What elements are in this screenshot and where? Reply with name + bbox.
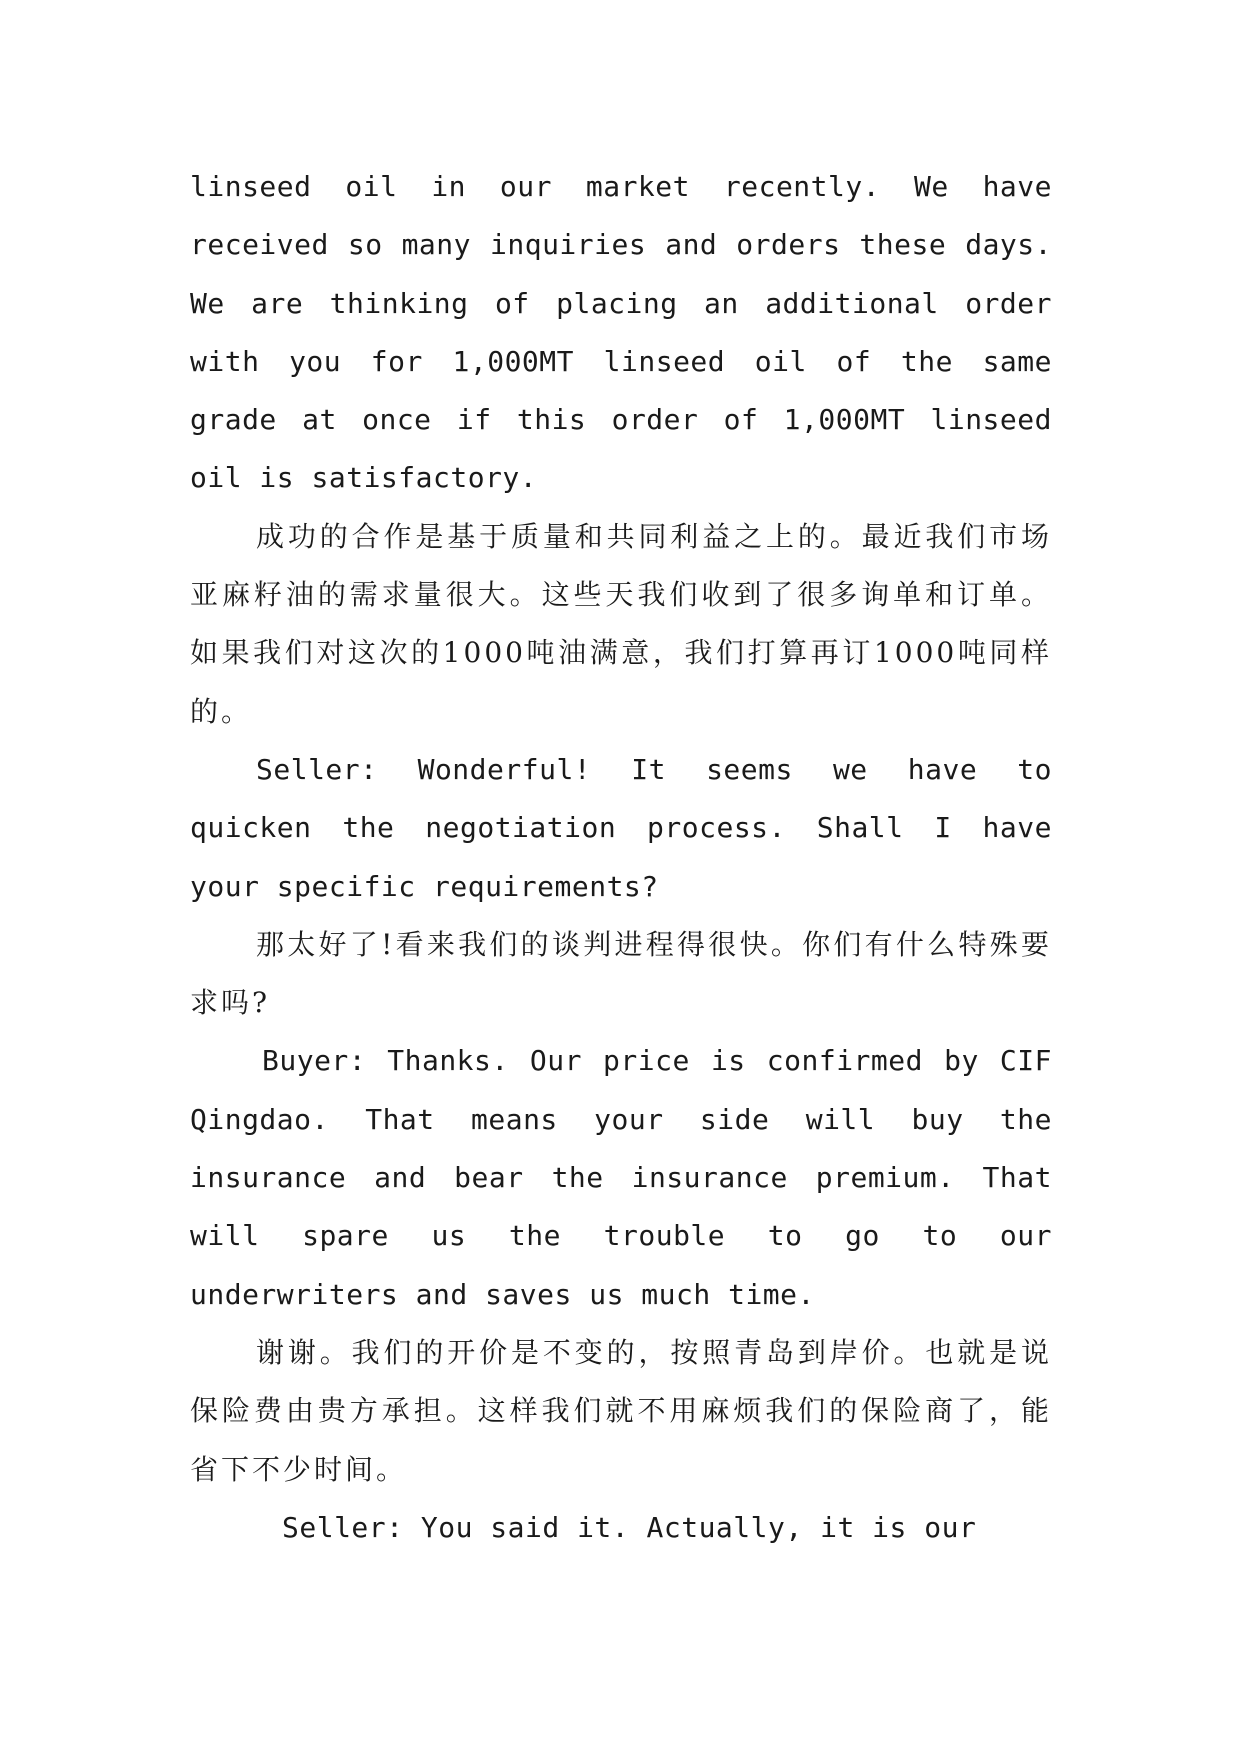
- paragraph-zh-insurance: 谢谢。我们的开价是不变的，按照青岛到岸价。也就是说保险费由贵方承担。这样我们就不用麻烦我们的保险商了，能省下不少时间。: [190, 1335, 1052, 1486]
- paragraph-zh-requirements: 那太好了!看来我们的谈判进程得很快。你们有什么特殊要求吗?: [190, 927, 1052, 1020]
- paragraph-en-market: linseed oil in our market recently. We have received so many inquiries and orders these days. We are thinking of placing an additional order with you for 1,000MT linseed oil of the same grade at once if this order of 1,000MT linseed oil is satisfactory.: [190, 170, 1052, 495]
- paragraph-en-seller-wonderful: Seller: Wonderful! It seems we have to quicken the negotiation process. Shall I have your specific requirements?: [190, 752, 1052, 903]
- paragraph-en-seller-said-it: Seller: You said it. Actually, it is our: [282, 1510, 977, 1544]
- paragraph-zh-cooperation: 成功的合作是基于质量和共同利益之上的。最近我们市场亚麻籽油的需求量很大。这些天我们收到了很多询单和订单。如果我们对这次的1000吨油满意，我们打算再订1000吨同样的。: [190, 519, 1052, 728]
- document-body: [190, 158, 1052, 1557]
- paragraph-en-buyer-thanks: Buyer: Thanks. Our price is confirmed by CIF Qingdao. That means your side will buy the insurance and bear the insurance premium. That will spare us the trouble to go to our underwriters and saves us much time.: [190, 1044, 1052, 1311]
